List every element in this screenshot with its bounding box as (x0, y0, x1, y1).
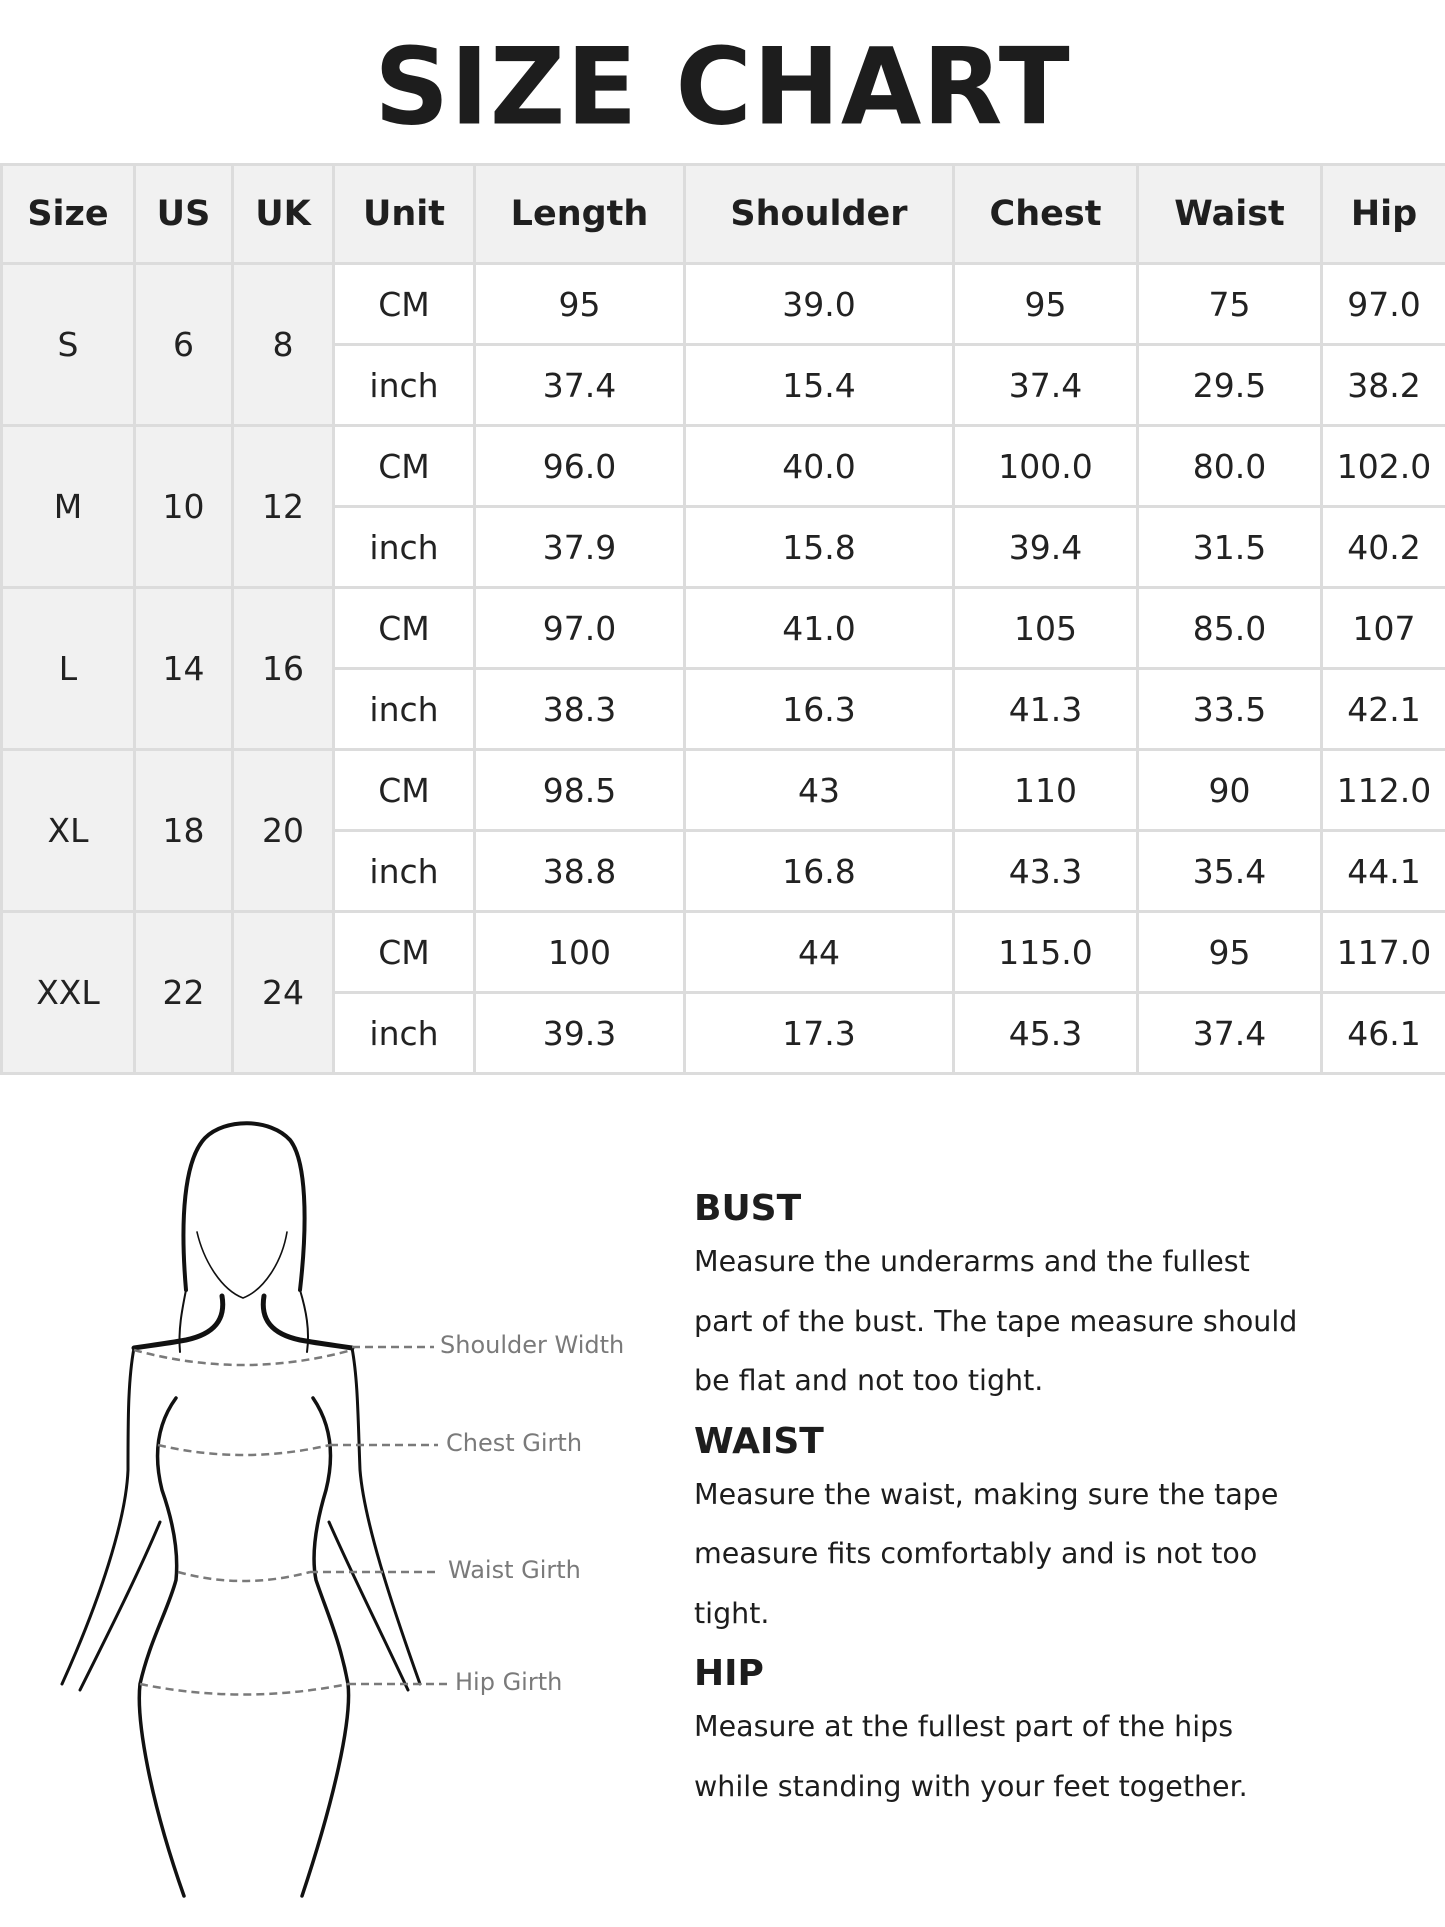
waist-instructions (694, 1465, 1434, 1644)
hip-cell: 102.0 (1322, 426, 1445, 507)
bust-line: be flat and not too tight. (694, 1364, 1044, 1397)
unit-cell: CM (334, 750, 475, 831)
size-chart-table (0, 163, 1445, 1075)
us-cell: 10 (135, 426, 233, 588)
length-cell: 97.0 (475, 588, 685, 669)
header-hip: Hip (1322, 165, 1445, 264)
waist-section (694, 1419, 1434, 1644)
length-cell: 39.3 (475, 993, 685, 1074)
chest-cell: 37.4 (954, 345, 1138, 426)
shoulder-cell: 40.0 (685, 426, 954, 507)
measurement-guides (134, 1347, 447, 1695)
chest-cell: 115.0 (954, 912, 1138, 993)
size-cell: M (2, 426, 135, 588)
measuring-guide (694, 1186, 1434, 1824)
bust-line: Measure the underarms and the fullest (694, 1245, 1250, 1278)
bust-instructions (694, 1232, 1434, 1411)
shoulder-cell: 15.8 (685, 507, 954, 588)
bust-line: part of the bust. The tape measure should (694, 1304, 1298, 1338)
shoulder-width-label: Shoulder Width (440, 1331, 625, 1359)
hip-cell: 97.0 (1322, 264, 1445, 345)
unit-cell: inch (334, 831, 475, 912)
hip-cell: 38.2 (1322, 345, 1445, 426)
hip-instructions (694, 1697, 1434, 1816)
chest-cell: 43.3 (954, 831, 1138, 912)
length-cell: 96.0 (475, 426, 685, 507)
hip-cell: 107 (1322, 588, 1445, 669)
us-cell: 22 (135, 912, 233, 1074)
length-cell: 38.3 (475, 669, 685, 750)
waist-cell: 85.0 (1138, 588, 1322, 669)
header-shoulder: Shoulder (685, 165, 954, 264)
size-cell: XXL (2, 912, 135, 1074)
waist-cell: 90 (1138, 750, 1322, 831)
chest-cell: 41.3 (954, 669, 1138, 750)
hip-cell: 112.0 (1322, 750, 1445, 831)
header-length: Length (475, 165, 685, 264)
uk-cell: 12 (233, 426, 334, 588)
shoulder-cell: 43 (685, 750, 954, 831)
us-cell: 6 (135, 264, 233, 426)
table-row (2, 588, 1445, 669)
table-row (2, 912, 1445, 993)
chest-cell: 95 (954, 264, 1138, 345)
table-row (2, 264, 1445, 345)
hip-cell: 44.1 (1322, 831, 1445, 912)
size-cell: XL (2, 750, 135, 912)
header-uk: UK (233, 165, 334, 264)
length-cell: 98.5 (475, 750, 685, 831)
chest-cell: 105 (954, 588, 1138, 669)
shoulder-cell: 39.0 (685, 264, 954, 345)
hip-line: while standing with your feet together. (694, 1769, 1248, 1803)
hip-cell: 42.1 (1322, 669, 1445, 750)
hip-cell: 40.2 (1322, 507, 1445, 588)
table-header-row (2, 165, 1445, 264)
chest-cell: 45.3 (954, 993, 1138, 1074)
unit-cell: inch (334, 345, 475, 426)
waist-line: Measure the waist, making sure the tape (694, 1477, 1279, 1511)
length-cell: 37.9 (475, 507, 685, 588)
hip-section (694, 1651, 1434, 1816)
chest-cell: 100.0 (954, 426, 1138, 507)
uk-cell: 8 (233, 264, 334, 426)
size-cell: S (2, 264, 135, 426)
unit-cell: inch (334, 669, 475, 750)
table-row (2, 426, 1445, 507)
shoulder-cell: 15.4 (685, 345, 954, 426)
hip-girth-label: Hip Girth (455, 1668, 563, 1696)
page-title: SIZE CHART (374, 24, 1071, 150)
bust-section (694, 1186, 1434, 1411)
waist-cell: 80.0 (1138, 426, 1322, 507)
hip-heading: HIP (694, 1653, 764, 1694)
header-chest: Chest (954, 165, 1138, 264)
table-row (2, 750, 1445, 831)
header-waist: Waist (1138, 165, 1322, 264)
length-cell: 37.4 (475, 345, 685, 426)
hip-cell: 46.1 (1322, 993, 1445, 1074)
waist-line: tight. (694, 1596, 770, 1630)
uk-cell: 24 (233, 912, 334, 1074)
hip-line: Measure at the fullest part of the hips (694, 1710, 1234, 1743)
waist-heading: WAIST (694, 1420, 824, 1462)
waist-cell: 35.4 (1138, 831, 1322, 912)
uk-cell: 20 (233, 750, 334, 912)
unit-cell: CM (334, 912, 475, 993)
header-us: US (135, 165, 233, 264)
waist-cell: 75 (1138, 264, 1322, 345)
header-unit: Unit (334, 165, 475, 264)
unit-cell: CM (334, 426, 475, 507)
chest-cell: 110 (954, 750, 1138, 831)
unit-cell: CM (334, 264, 475, 345)
shoulder-cell: 17.3 (685, 993, 954, 1074)
waist-girth-label: Waist Girth (448, 1556, 581, 1584)
size-cell: L (2, 588, 135, 750)
length-cell: 38.8 (475, 831, 685, 912)
length-cell: 100 (475, 912, 685, 993)
waist-cell: 31.5 (1138, 507, 1322, 588)
unit-cell: inch (334, 993, 475, 1074)
waist-cell: 29.5 (1138, 345, 1322, 426)
body-outline-icon (62, 1123, 420, 1896)
waist-cell: 37.4 (1138, 993, 1322, 1074)
us-cell: 14 (135, 588, 233, 750)
header-size: Size (2, 165, 135, 264)
uk-cell: 16 (233, 588, 334, 750)
chest-girth-label: Chest Girth (446, 1429, 583, 1457)
us-cell: 18 (135, 750, 233, 912)
waist-cell: 95 (1138, 912, 1322, 993)
shoulder-cell: 44 (685, 912, 954, 993)
shoulder-cell: 16.3 (685, 669, 954, 750)
unit-cell: CM (334, 588, 475, 669)
waist-cell: 33.5 (1138, 669, 1322, 750)
shoulder-cell: 41.0 (685, 588, 954, 669)
unit-cell: inch (334, 507, 475, 588)
shoulder-cell: 16.8 (685, 831, 954, 912)
chest-cell: 39.4 (954, 507, 1138, 588)
hip-cell: 117.0 (1322, 912, 1445, 993)
waist-line: measure fits comfortably and is not too (694, 1537, 1258, 1570)
bust-heading: BUST (694, 1188, 802, 1229)
length-cell: 95 (475, 264, 685, 345)
